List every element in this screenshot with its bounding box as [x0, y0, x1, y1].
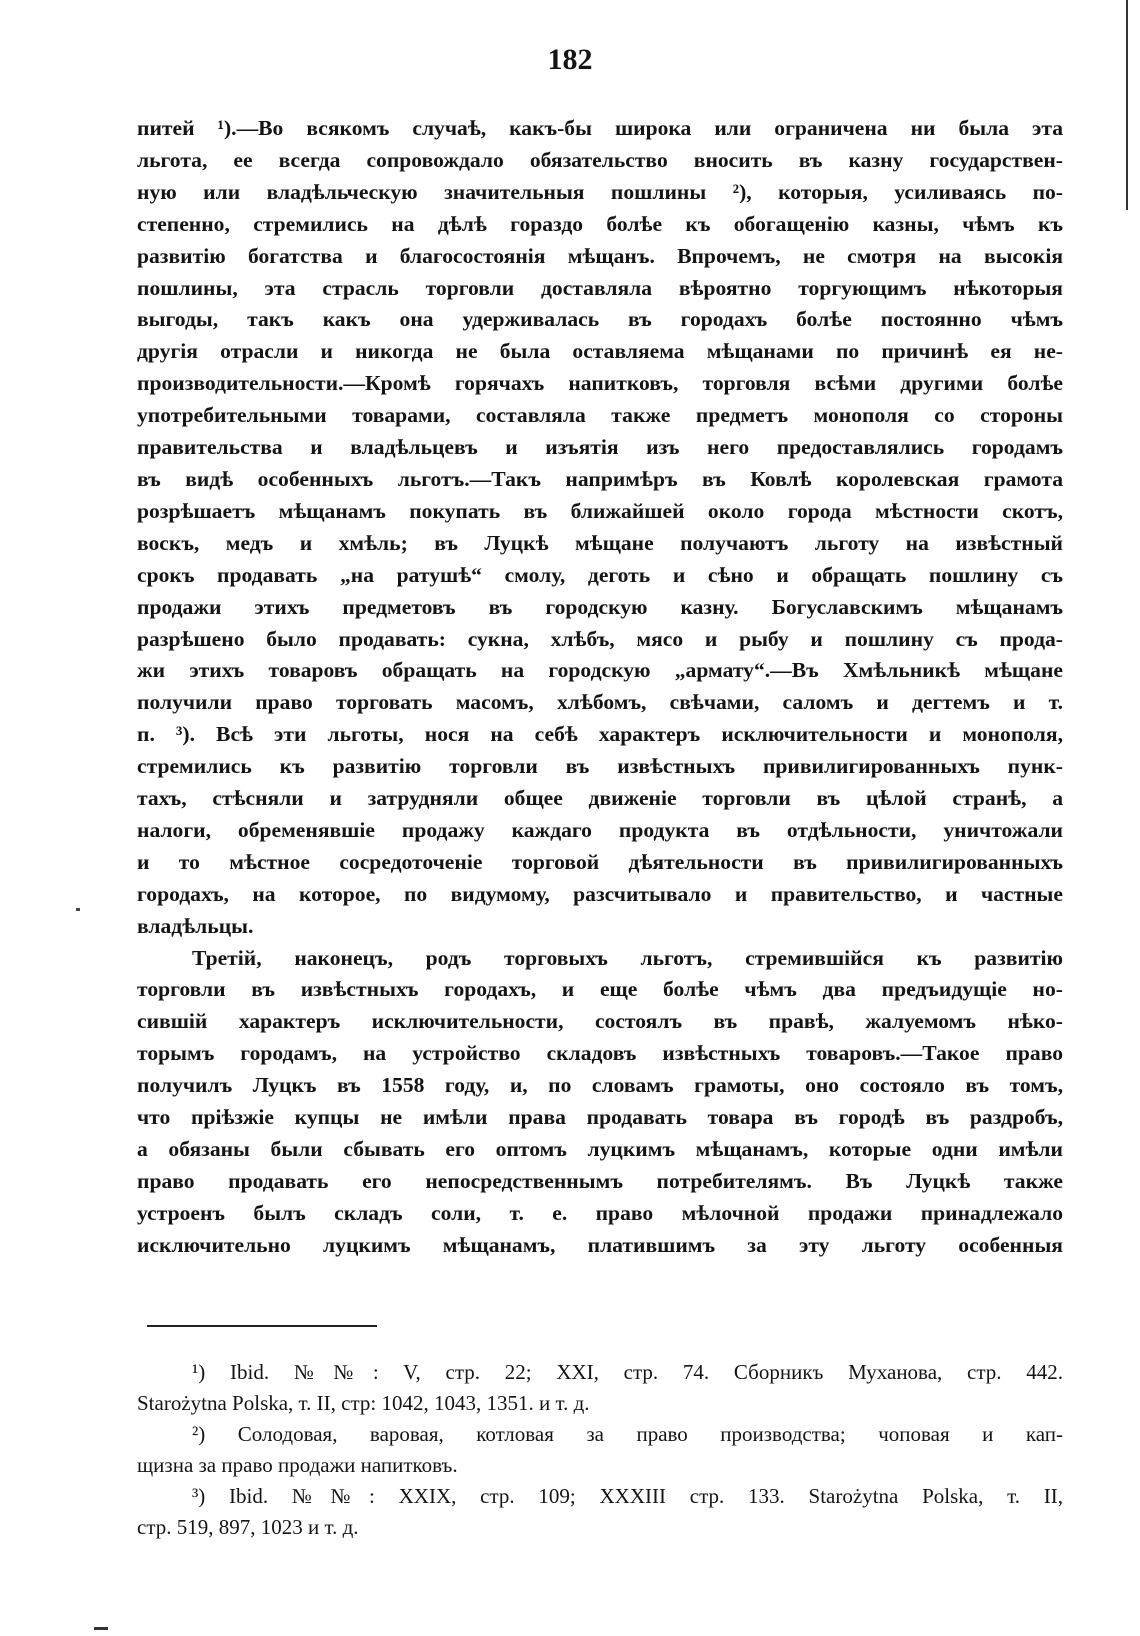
text-line: въ видѣ особенныхъ льготъ.—Такъ напримѣръ въ Ковлѣ королевская грамота: [137, 466, 1063, 491]
text-line: исключительно луцкимъ мѣщанамъ, платившимъ за эту льготу особенныя: [137, 1232, 1063, 1257]
footnote-1: ¹) Ibid. №№: V, стр. 22; XXI, стр. 74. Сборникъ Муханова, стр. 442.: [192, 1360, 1063, 1384]
text-line: право продавать его непосредственнымъ потребителямъ. Въ Луцкѣ также: [137, 1168, 1063, 1193]
scan-edge-line: [1126, 0, 1128, 210]
text-line: другія отрасли и никогда не была оставляема мѣщанами по причинѣ ея не-: [137, 339, 1063, 364]
text-line: правительства и владѣльцевъ и изъятія изъ него предоставлялись городамъ: [137, 435, 1063, 460]
text-line: розрѣшаетъ мѣщанамъ покупать въ ближайшей около города мѣстности скотъ,: [137, 498, 1063, 523]
text-line: тахъ, стѣсняли и затрудняли общее движеніе торговли въ цѣлой странѣ, а: [137, 786, 1063, 811]
text-line: срокъ продавать „на ратушѣ“ смолу, деготь и сѣно и обращать пошлину съ: [137, 562, 1063, 587]
text-line: продажи этихъ предметовъ въ городскую казну. Богуславскимъ мѣщанамъ: [137, 594, 1063, 619]
text-line: выгоды, такъ какъ она удерживалась въ городахъ болѣе постоянно чѣмъ: [137, 307, 1063, 332]
page-number: 182: [547, 43, 593, 76]
footnote-divider: [147, 1325, 377, 1327]
text-line: торговли въ извѣстныхъ городахъ, и еще болѣе чѣмъ два предъидущіе но-: [137, 977, 1063, 1002]
text-line: воскъ, медъ и хмѣль; въ Луцкѣ мѣщане получаютъ льготу на извѣстный: [137, 530, 1063, 555]
footnote-3-continued: стр. 519, 897, 1023 и т. д.: [137, 1515, 359, 1539]
text-line: устроенъ былъ складъ соли, т. е. право мѣлочной продажи принадлежало: [137, 1200, 1063, 1225]
text-line: разрѣшено было продавать: сукна, хлѣбъ, мясо и рыбу и пошлину съ прода-: [137, 626, 1063, 651]
text-line: получилъ Луцкъ въ 1558 году, и, по словамъ грамоты, оно состояло въ томъ,: [137, 1073, 1063, 1098]
text-line: пошлины, эта страсль торговли доставляла вѣроятно торгующимъ нѣкоторыя: [137, 275, 1063, 300]
paragraph-end-line: владѣльцы.: [137, 913, 254, 938]
text-line: ную или владѣльческую значительныя пошлины ²), которыя, усиливаясь по-: [137, 179, 1063, 204]
text-line: стремились къ развитію торговли въ извѣстныхъ привилигированныхъ пунк-: [137, 754, 1063, 779]
text-line: сившій характеръ исключительности, состоялъ въ правѣ, жалуемомъ нѣко-: [137, 1009, 1063, 1034]
text-line: получили право торговать масомъ, хлѣбомъ, свѣчами, саломъ и дегтемъ и т.: [137, 690, 1063, 715]
text-line: жи этихъ товаровъ обращать на городскую „армату“.—Въ Хмѣльникѣ мѣщане: [137, 658, 1063, 683]
scan-corner-mark: [94, 1627, 108, 1630]
text-line: производительности.—Кромѣ горячахъ напитковъ, торговля всѣми другими болѣе: [137, 371, 1063, 396]
text-line: питей ¹).—Во всякомъ случаѣ, какъ-бы широка или ограничена ни была эта: [137, 116, 1063, 140]
text-line: городахъ, на которое, по видумому, разсчитывало и правительство, и частные: [137, 881, 1063, 906]
scan-speck: [76, 908, 80, 911]
text-line: налоги, обременявшіе продажу каждаго продукта въ отдѣльности, уничтожали: [137, 817, 1063, 842]
footnote-1-continued: Starożytna Polska, т. II, стр: 1042, 1043, 1351. и т. д.: [137, 1391, 590, 1415]
text-line: развитію богатства и благосостоянія мѣщанъ. Впрочемъ, не смотря на высокія: [137, 243, 1063, 268]
footnote-3: ³) Ibid. №№: XXIX, стр. 109; XXXIII стр. 133. Starożytna Polska, т. II,: [192, 1484, 1063, 1508]
text-line: а обязаны были сбывать его оптомъ луцкимъ мѣщанамъ, которые одни имѣли: [137, 1137, 1063, 1161]
main-text: [137, 113, 1063, 1262]
text-line: что пріѣзжіе купцы не имѣли права продавать товара въ городѣ въ раздробъ,: [137, 1105, 1063, 1130]
text-line: торымъ городамъ, на устройство складовъ извѣстныхъ товаровъ.—Такое право: [137, 1041, 1063, 1066]
text-line: степенно, стремились на дѣлѣ гораздо болѣе къ обогащенію казны, чѣмъ къ: [137, 211, 1063, 236]
text-line: употребительными товарами, составляла также предметъ монополя со стороны: [137, 403, 1063, 428]
footnote-2: ²) Солодовая, варовая, котловая за право производства; чоповая и кап-: [192, 1422, 1063, 1446]
text-line: льгота, ее всегда сопровождало обязательство вносить въ казну государствен-: [137, 147, 1063, 172]
footnote-2-continued: щизна за право продажи напитковъ.: [137, 1453, 458, 1477]
text-line: п. ³). Всѣ эти льготы, нося на себѣ характеръ исключительности и монополя,: [137, 722, 1063, 747]
paragraph-start-line: Третій, наконецъ, родъ торговыхъ льготъ, стремившійся къ развитію: [192, 945, 1063, 970]
footnotes: [137, 1357, 1063, 1543]
text-line: и то мѣстное сосредоточеніе торговой дѣятельности въ привилигированныхъ: [137, 849, 1063, 874]
